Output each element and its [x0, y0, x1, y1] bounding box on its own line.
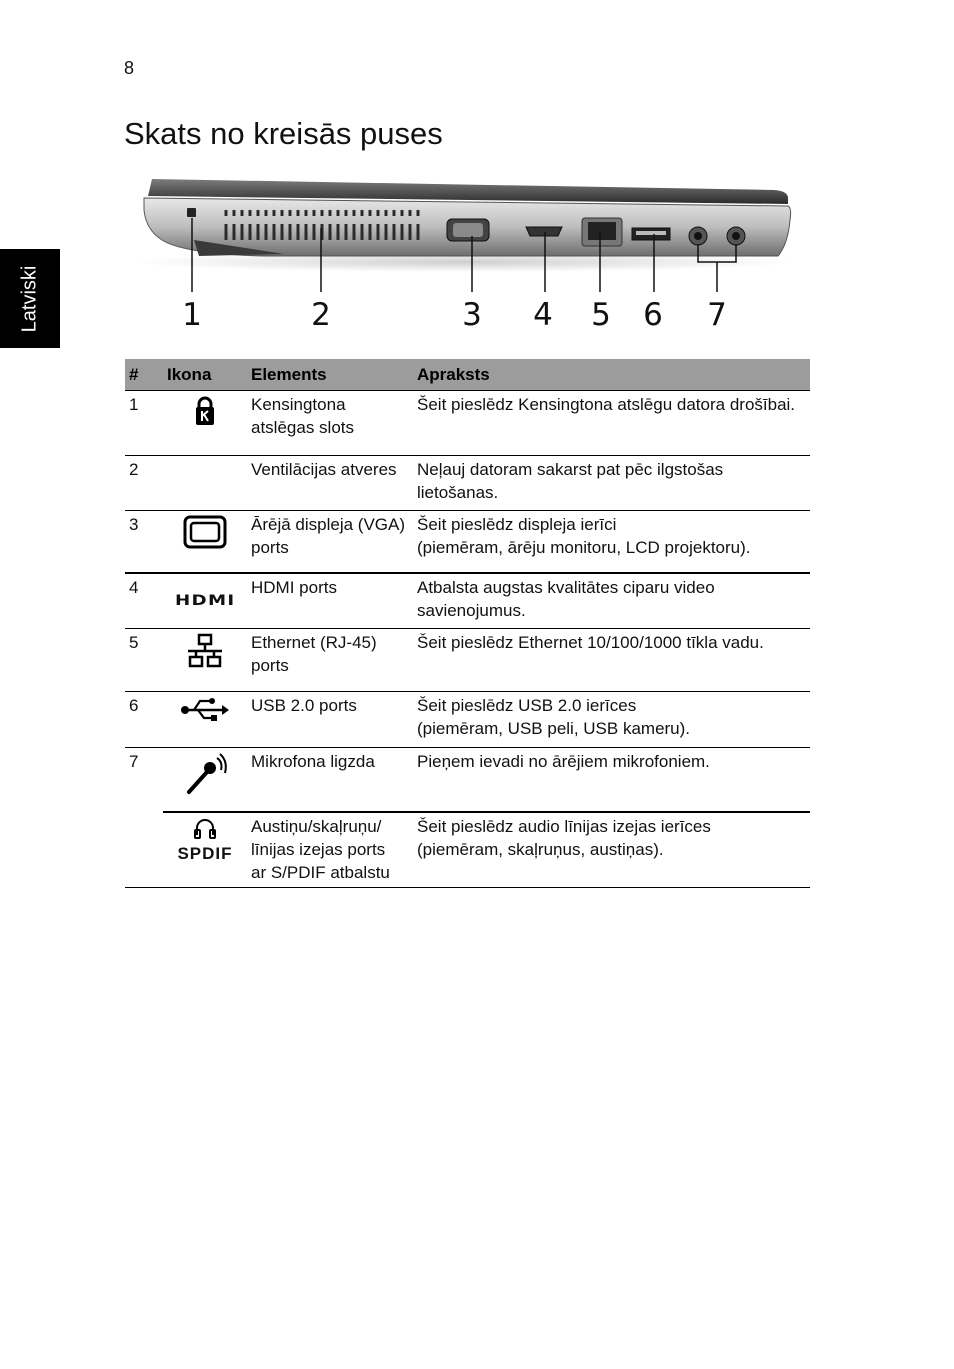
row-element-line3: ar S/PDIF atbalstu [251, 862, 390, 882]
table-row [125, 692, 810, 748]
row-element: Ethernet (RJ-45) ports [247, 629, 413, 692]
callout-1: 1 [182, 297, 202, 333]
spdif-icon: SPDIF [177, 843, 233, 863]
table-header-row [125, 359, 810, 391]
row-description: Šeit pieslēdz Kensingtona atslēgu datora drošībai. [413, 391, 810, 456]
kensington-lock-icon [193, 395, 217, 427]
language-side-tab-label: Latviski [18, 265, 41, 332]
row-element-line1: Austiņu/skaļruņu/ [251, 816, 382, 836]
callout-7: 7 [707, 297, 727, 333]
headphone-icon [193, 817, 217, 839]
row-description: Pieņem ievadi no ārējiem mikrofoniem. [413, 748, 810, 812]
callout-5: 5 [591, 297, 611, 333]
row-num: 2 [125, 456, 163, 511]
callout-6: 6 [643, 297, 663, 333]
row-element: Ventilācijas atveres [247, 456, 413, 511]
row-element: Ārējā displeja (VGA) ports [247, 511, 413, 573]
row-description: Atbalsta augstas kvalitātes ciparu video savienojumus. [413, 573, 810, 629]
row-element-line2: līnijas izejas ports [251, 839, 386, 859]
row-description-line2: (piemēram, ārēju monitoru, LCD projektoru). [417, 538, 751, 557]
callout-2: 2 [311, 297, 331, 333]
row-element: USB 2.0 ports [247, 692, 413, 748]
hdmi-icon: HDMI [174, 592, 236, 609]
table-row [125, 391, 810, 456]
language-side-tab [0, 249, 60, 348]
row-num: 7 [129, 752, 139, 771]
table-row [125, 511, 810, 573]
header-icon: Ikona [163, 359, 247, 391]
row-element: Kensingtona atslēgas slots [247, 391, 413, 456]
ethernet-network-icon [185, 633, 225, 669]
ports-table [125, 359, 810, 888]
usb-icon [180, 696, 230, 722]
vga-monitor-icon [183, 515, 227, 549]
header-description: Apraksts [413, 359, 810, 391]
table-row [125, 812, 810, 888]
row-num: 1 [125, 391, 163, 456]
row-num [125, 812, 163, 888]
microphone-icon [183, 752, 227, 796]
table-row [125, 573, 810, 629]
row-description-line1: Šeit pieslēdz USB 2.0 ierīces [417, 696, 637, 715]
row-num: 4 [125, 573, 163, 629]
header-num: # [125, 359, 163, 391]
row-description-line2: (piemēram, skaļruņus, austiņas). [417, 839, 664, 859]
row-description: Šeit pieslēdz Ethernet 10/100/1000 tīkla vadu. [413, 629, 810, 692]
callout-3: 3 [462, 297, 482, 333]
page-number: 8 [124, 58, 135, 78]
row-description-line2: (piemēram, USB peli, USB kameru). [417, 719, 691, 738]
table-row [125, 456, 810, 511]
laptop-left-side-illustration [124, 170, 814, 340]
table-row [125, 748, 810, 812]
row-num: 6 [125, 692, 163, 748]
page-title: Skats no kreisās puses [124, 116, 443, 151]
header-element: Elements [247, 359, 413, 391]
row-num: 5 [125, 629, 163, 692]
row-num: 3 [125, 511, 163, 573]
table-row [125, 629, 810, 692]
row-description: Neļauj datoram sakarst pat pēc ilgstošas lietošanas. [413, 456, 810, 511]
callout-4: 4 [533, 297, 553, 333]
row-element: HDMI ports [247, 573, 413, 629]
row-description-line1: Šeit pieslēdz displeja ierīci [417, 515, 617, 534]
row-element: Mikrofona ligzda [247, 748, 413, 812]
row-description-line1: Šeit pieslēdz audio līnijas izejas ierīces [417, 816, 711, 836]
